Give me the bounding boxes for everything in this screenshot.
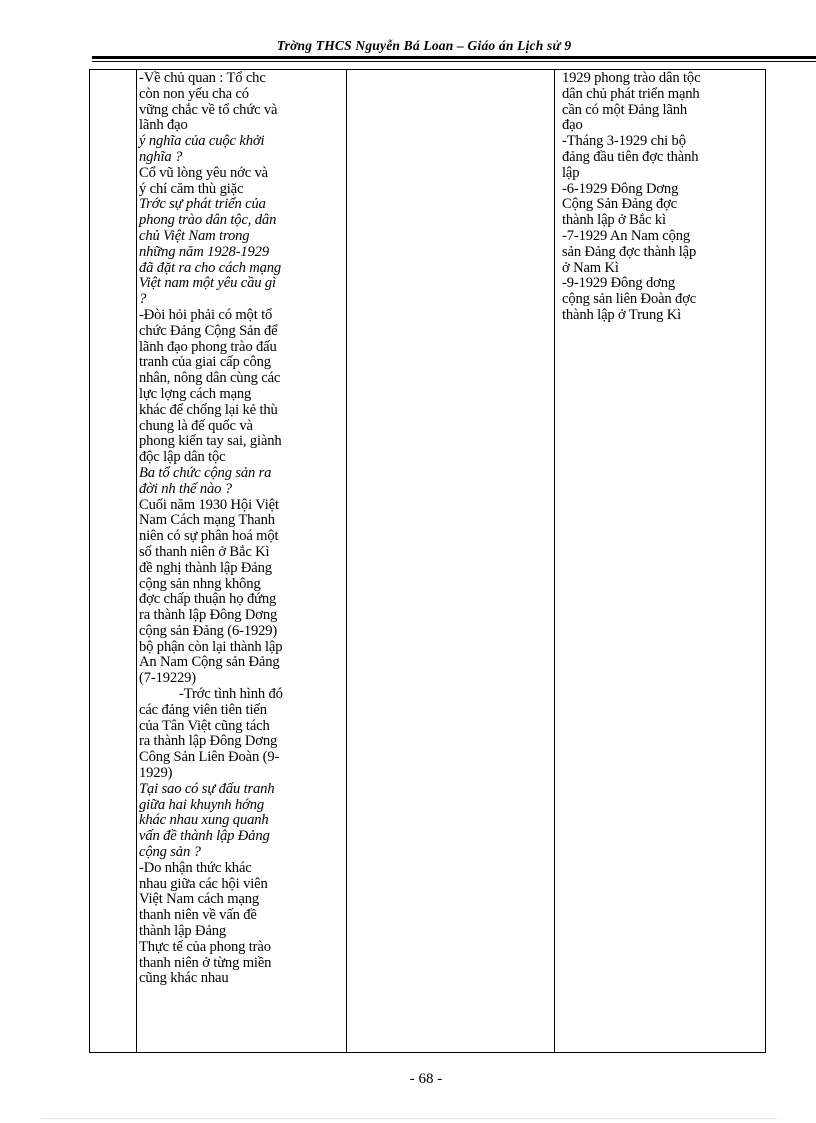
text-line: Trớc sự phát triển của [139,196,266,213]
text-line: cộng sản Đảng (6-1929) [139,622,278,639]
text-line: cộng sản ? [139,844,201,861]
text-line: nhau giữa các hội viên [139,875,268,892]
header-rule-thin [92,61,816,62]
text-line: đảng đầu tiên đợc thành [562,148,699,165]
text-line: dân chủ phát triển mạnh [562,85,700,102]
text-line: chung là đế quốc và [139,417,253,434]
text-line: phong trào dân tộc, dân [139,212,277,229]
text-line: thành lập ở Trung Kì [562,306,682,323]
text-line: ra thành lập Đông Dơng [139,733,278,750]
text-line: chức Đảng Cộng Sản để [139,322,278,339]
text-line: thành lập Đảng [139,923,227,940]
text-line: -Đòi hỏi phải có một tổ [139,306,273,323]
text-line: cộng sản nhng không [139,575,261,592]
content-column-text [562,71,762,324]
text-line: ý nghĩa của cuộc khởi [139,133,265,150]
header-title: Trờng THCS Nguyễn Bá Loan – Giáo án Lịch sử 9 [276,38,572,53]
text-line: -Tháng 3-1929 chi bộ [562,133,686,150]
text-line: vấn đề thành lập Đảng [139,828,270,845]
text-line: thanh niên về vấn đề [139,907,257,924]
text-line: Tại sao có sự đấu tranh [139,780,275,797]
text-line: khác để chống lại kẻ thù [139,401,278,418]
text-line: nhân, nông dân cùng các [139,370,281,387]
text-line: Thực tế của phong trào [139,938,271,955]
text-line: ra thành lập Đông Dơng [139,607,278,624]
text-line: thành lập ở Bắc kì [562,212,666,229]
text-line: đời nh thế nào ? [139,480,232,497]
text-line: Việt nam một yêu cầu gì [139,275,276,292]
text-line: của Tân Việt cũng tách [139,717,270,734]
text-line: độc lập dân tộc [139,449,226,466]
text-line: giữa hai khuynh hớng [139,796,265,813]
text-line: Việt Nam cách mạng [139,891,260,908]
text-line: Công Sản Liên Đoàn (9- [139,749,280,766]
text-line: -Trớc tình hình đó [179,686,283,703]
text-line: đề nghị thành lập Đảng [139,559,272,576]
text-line: Cộng Sản Đảng đợc [562,196,678,213]
text-line: ở Nam Kì [562,259,619,276]
text-line: tranh của giai cấp công [139,354,271,371]
text-line: (7-19229) [139,670,197,687]
text-line: nghĩa ? [139,148,183,165]
text-line: thanh niên ở từng miền [139,954,272,971]
text-line: đạo [562,117,583,134]
text-line: đợc chấp thuận họ đứng [139,591,277,608]
text-line: ý chí căm thù giặc [139,180,244,197]
text-line: -6-1929 Đông Dơng [562,180,679,197]
text-line: chủ Việt Nam trong [139,227,250,244]
text-line: còn non yếu cha có [139,85,249,102]
column-divider-1 [136,70,137,1052]
text-line: An Nam Cộng sản Đảng [139,654,280,671]
text-line: cũng khác nhau [139,970,229,987]
text-line: lãnh đạo phong trào đấu [139,338,277,355]
text-line: Ba tổ chức cộng sản ra [139,464,272,481]
text-line: cộng sản liên Đoàn đợc [562,291,697,308]
footer-dotted-line [40,1118,780,1119]
column-divider-2 [346,70,347,1052]
text-line: lập [562,164,580,181]
text-line: Cuối năm 1930 Hội Việt [139,496,279,513]
lesson-table [89,69,766,1053]
text-line: khác nhau xung quanh [139,812,269,829]
text-line: vững chắc về tổ chức và [139,101,278,118]
page-header [92,34,816,54]
text-line: những năm 1928-1929 [139,243,269,260]
text-line: cần có một Đảng lãnh [562,101,688,118]
text-line: -9-1929 Đông dơng [562,275,675,292]
text-line: -Do nhận thức khác [139,859,252,876]
text-line: -Về chủ quan : Tổ chc [139,70,266,86]
activity-column-text [139,71,346,987]
text-line: phong kiến tay sai, giành [139,433,282,450]
text-line: 1929) [139,765,173,782]
header-rule-thick [92,56,816,59]
text-line: lực lợng cách mạng [139,385,252,402]
text-line: 1929 phong trào dân tộc [562,70,701,86]
text-line: số thanh niên ở Bắc Kì [139,543,270,560]
text-line: các đảng viên tiên tiến [139,701,267,718]
text-line: lãnh đạo [139,117,188,134]
page-number: - 68 - [409,1071,443,1087]
text-line: ? [139,291,147,308]
text-line: đã đặt ra cho cách mạng [139,259,282,276]
column-divider-3 [554,70,555,1052]
text-line: Nam Cách mạng Thanh [139,512,275,529]
text-line: -7-1929 An Nam cộng [562,227,691,244]
text-line: sản Đảng đợc thành lập [562,243,697,260]
text-line: Cổ vũ lòng yêu nớc và [139,164,268,181]
text-line: bộ phận còn lại thành lập [139,638,283,655]
text-line: niên có sự phân hoá một [139,528,279,545]
